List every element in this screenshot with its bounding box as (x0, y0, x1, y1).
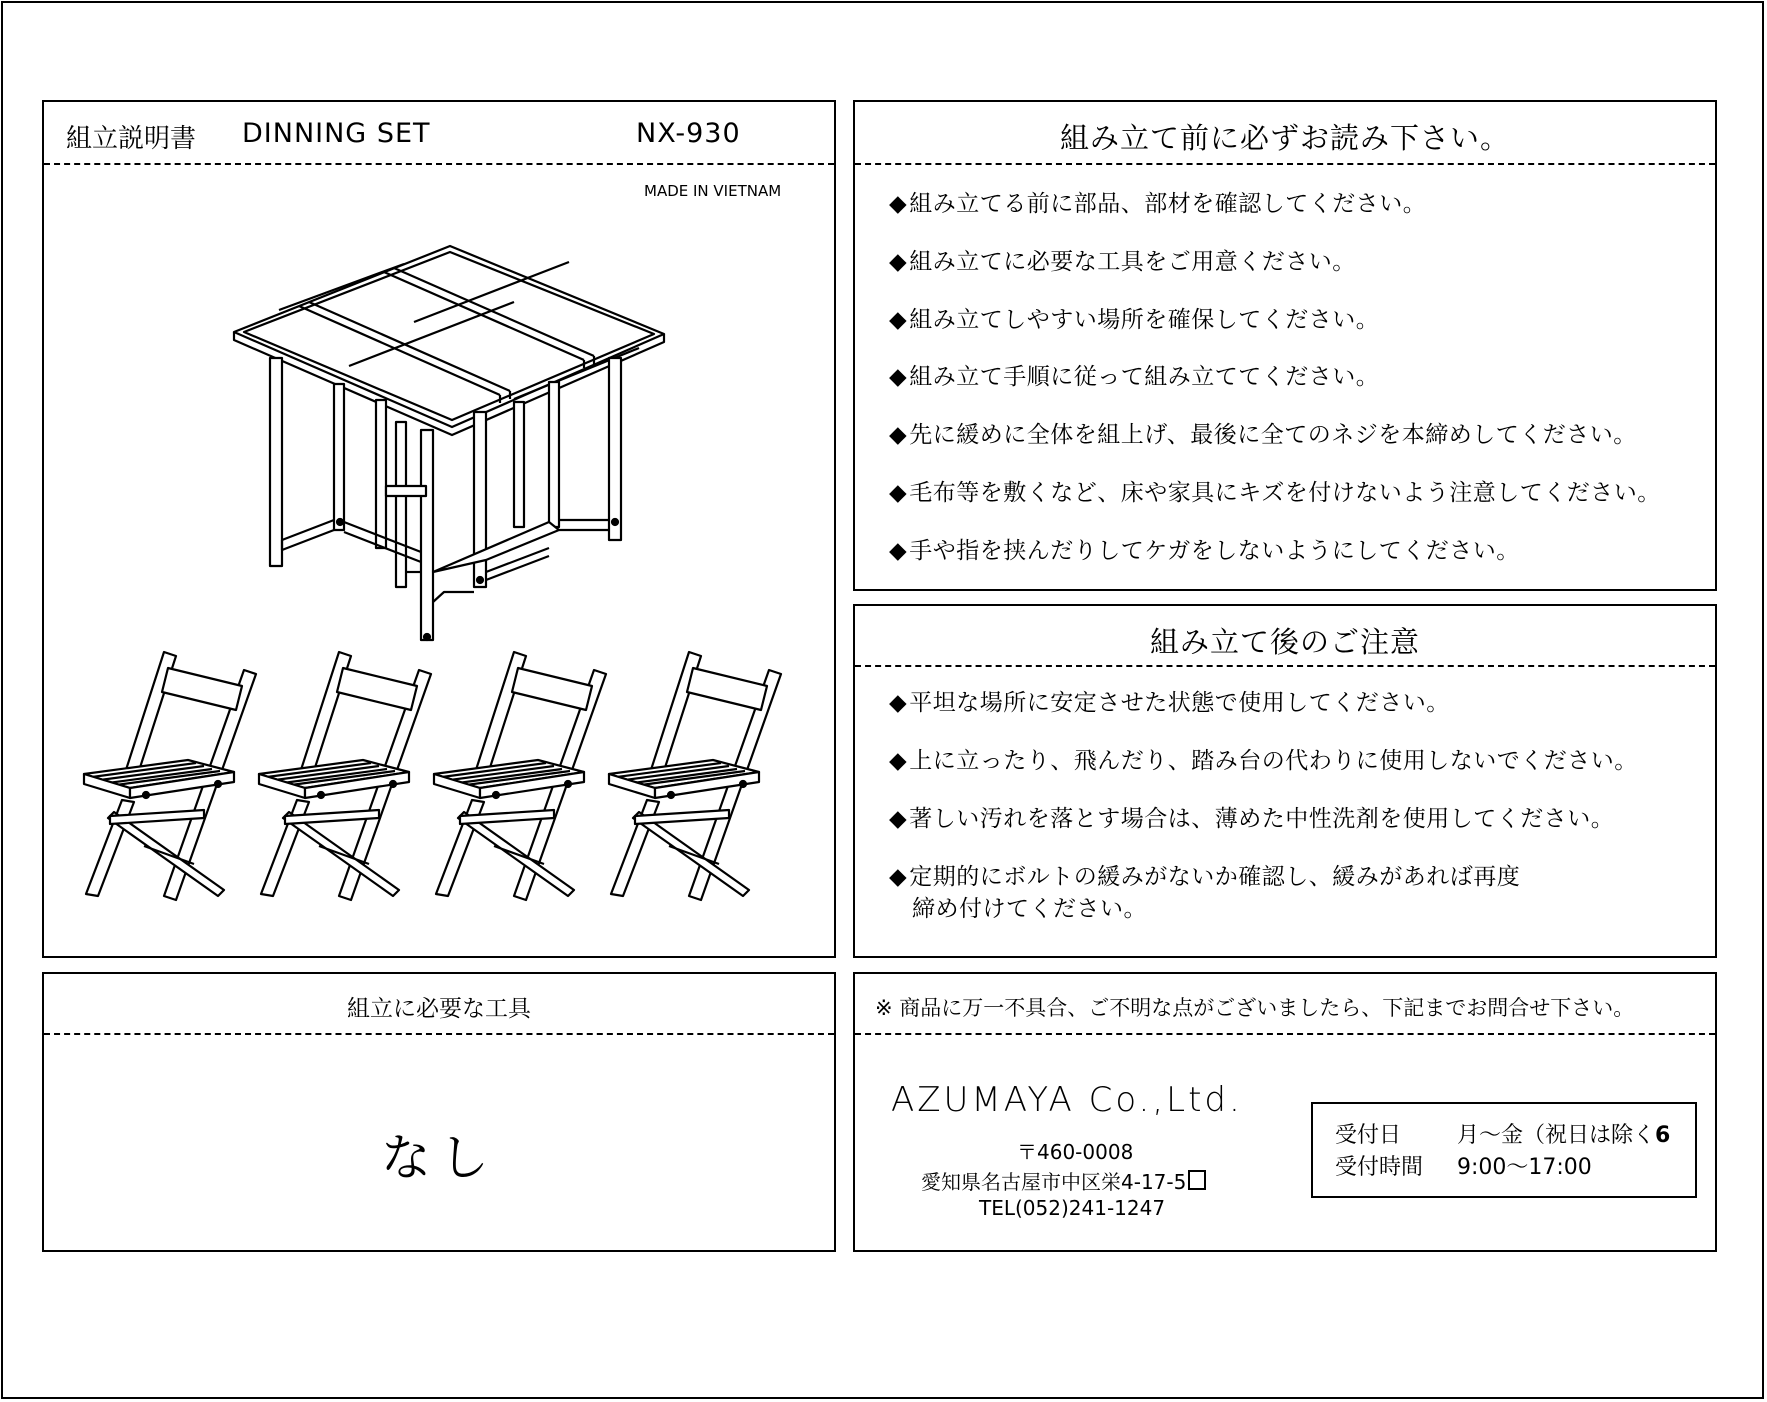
days-value (1457, 1118, 1670, 1149)
before-item-3 (889, 301, 1379, 334)
before-item-7 (889, 532, 1520, 565)
before-item-5 (889, 416, 1637, 449)
bullet-diamond-icon: ◆ (889, 864, 908, 890)
after-item-text: 平坦な場所に安定させた状態で使用してください。 (909, 690, 1450, 716)
before-item-1 (889, 185, 1426, 218)
bullet-diamond-icon: ◆ (889, 307, 908, 333)
before-item-text: 組み立てる前に部品、部材を確認してください。 (909, 191, 1427, 217)
bullet-diamond-icon: ◆ (889, 538, 908, 564)
tools-box (42, 972, 836, 1252)
before-item-text: 手や指を挟んだりしてケガをしないようにしてください。 (909, 538, 1520, 564)
before-item-6 (889, 474, 1661, 507)
chair-illustration-2 (259, 650, 434, 900)
after-assembly-box (853, 604, 1717, 958)
bullet-diamond-icon: ◆ (889, 249, 908, 275)
before-item-text: 組み立てしやすい場所を確保してください。 (909, 307, 1380, 333)
chair-illustration-4 (609, 650, 784, 900)
missing-glyph-icon (1188, 1170, 1206, 1190)
title-box (42, 100, 836, 958)
contact-divider (855, 1033, 1715, 1035)
bullet-diamond-icon: ◆ (889, 690, 908, 716)
model-number: NX-930 (636, 118, 741, 149)
before-item-text: 組み立てに必要な工具をご用意ください。 (909, 249, 1356, 275)
after-item-3 (889, 800, 1614, 833)
before-assembly-box (853, 100, 1717, 591)
contact-box (853, 972, 1717, 1252)
business-hours-box (1311, 1102, 1697, 1198)
days-value-trail: 6 (1655, 1123, 1671, 1148)
after-item-2 (889, 742, 1638, 775)
after-item-4-continuation: 締め付けてください。 (912, 896, 1147, 922)
company-phone: TEL(052)241-1247 (979, 1196, 1166, 1220)
days-value-text: 月～金（祝日は除く (1457, 1123, 1656, 1148)
country-of-origin: MADE IN VIETNAM (644, 182, 782, 200)
before-assembly-heading: 組み立て前に必ずお読み下さい。 (1059, 121, 1510, 155)
tools-heading: 組立に必要な工具 (347, 996, 531, 1022)
before-item-text: 毛布等を敷くなど、床や家具にキズを付けないよう注意してください。 (909, 480, 1661, 506)
time-label: 受付時間 (1335, 1155, 1424, 1180)
chair-illustration-1 (84, 650, 259, 900)
contact-notice: ※ 商品に万一不具合、ご不明な点がございましたら、下記までお問合せ下さい。 (875, 996, 1635, 1020)
before-item-text: 先に緩めに全体を組上げ、最後に全てのネジを本締めしてください。 (909, 422, 1637, 448)
before-item-4 (889, 358, 1379, 391)
after-assembly-heading: 組み立て後のご注意 (1149, 625, 1420, 659)
bullet-diamond-icon: ◆ (889, 806, 908, 832)
bullet-diamond-icon: ◆ (889, 422, 908, 448)
address-text: 愛知県名古屋市中区栄4-17-5 (921, 1170, 1187, 1194)
document-title: 組立説明書 (66, 124, 197, 154)
before-assembly-divider (855, 163, 1715, 165)
after-item-text: 上に立ったり、飛んだり、踏み台の代わりに使用しないでください。 (909, 748, 1638, 774)
tools-divider (44, 1033, 834, 1035)
company-name: AZUMAYA Co.,Ltd. (891, 1080, 1243, 1120)
after-item-text: 定期的にボルトの緩みがないか確認し、緩みがあれば再度 (909, 864, 1521, 890)
bullet-diamond-icon: ◆ (889, 748, 908, 774)
chair-illustration-3 (434, 650, 609, 900)
postal-code: 〒460-0008 (1017, 1140, 1134, 1164)
time-value: 9:00～17:00 (1457, 1155, 1592, 1180)
days-label: 受付日 (1335, 1123, 1402, 1148)
bullet-diamond-icon: ◆ (889, 480, 908, 506)
product-name: DINNING SET (242, 118, 431, 149)
bullet-diamond-icon: ◆ (889, 364, 908, 390)
after-item-text: 著しい汚れを落とす場合は、薄めた中性洗剤を使用してください。 (909, 806, 1615, 832)
after-item-1 (889, 684, 1450, 717)
after-item-4 (889, 858, 1520, 891)
company-address (921, 1166, 1206, 1195)
bullet-diamond-icon: ◆ (889, 191, 908, 217)
after-assembly-divider (855, 665, 1715, 667)
before-item-text: 組み立て手順に従って組み立ててください。 (909, 364, 1380, 390)
before-item-2 (889, 243, 1356, 276)
tools-value: なし (381, 1129, 497, 1187)
